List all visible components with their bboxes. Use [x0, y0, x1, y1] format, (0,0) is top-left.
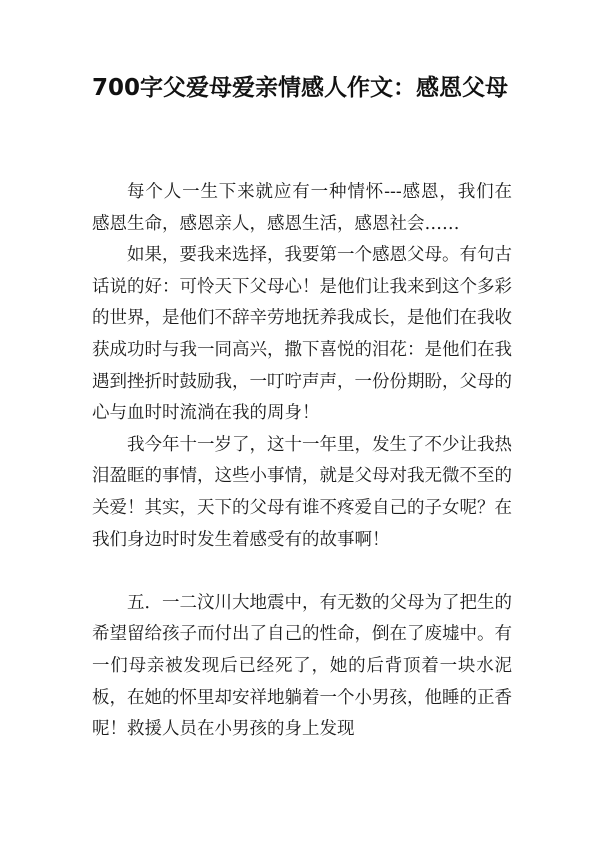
document-body	[92, 177, 512, 746]
paragraph-intro: 每个人一生下来就应有一种情怀---感恩，我们在感恩生命，感恩亲人，感恩生活，感恩社会……	[92, 182, 512, 234]
paragraph-eleven-years: 我今年十一岁了，这十一年里，发生了不少让我热泪盈眶的事情，这些小事情，就是父母对我无微不至的关爱！其实，天下的父母有谁不疼爱自己的子女呢？在我们身边时时发生着感受有的故事啊！	[92, 434, 512, 550]
document-title: 700字父爱母爱亲情感人作文：感恩父母	[92, 75, 509, 101]
paragraph-earthquake: 五．一二汶川大地震中，有无数的父母为了把生的希望留给孩子而付出了自己的性命，倒在了废墟中。有一们母亲被发现后已经死了，她的后背顶着一块水泥板，在她的怀里却安祥地躺着一个小男孩，他睡的正香呢！救援人员在小男孩的身上发现	[92, 592, 512, 740]
paragraph-thank-parents: 如果，要我来选择，我要第一个感恩父母。有句古话说的好：可怜天下父母心！是他们让我来到这个多彩的世界，是他们不辞辛劳地抚养我成长，是他们在我收获成功时与我一同高兴，撒下喜悦的泪花：是他们在我遇到挫折时鼓励我，一叮咛声声，一份份期盼，父母的心与血时时流淌在我的周身！	[92, 245, 512, 424]
